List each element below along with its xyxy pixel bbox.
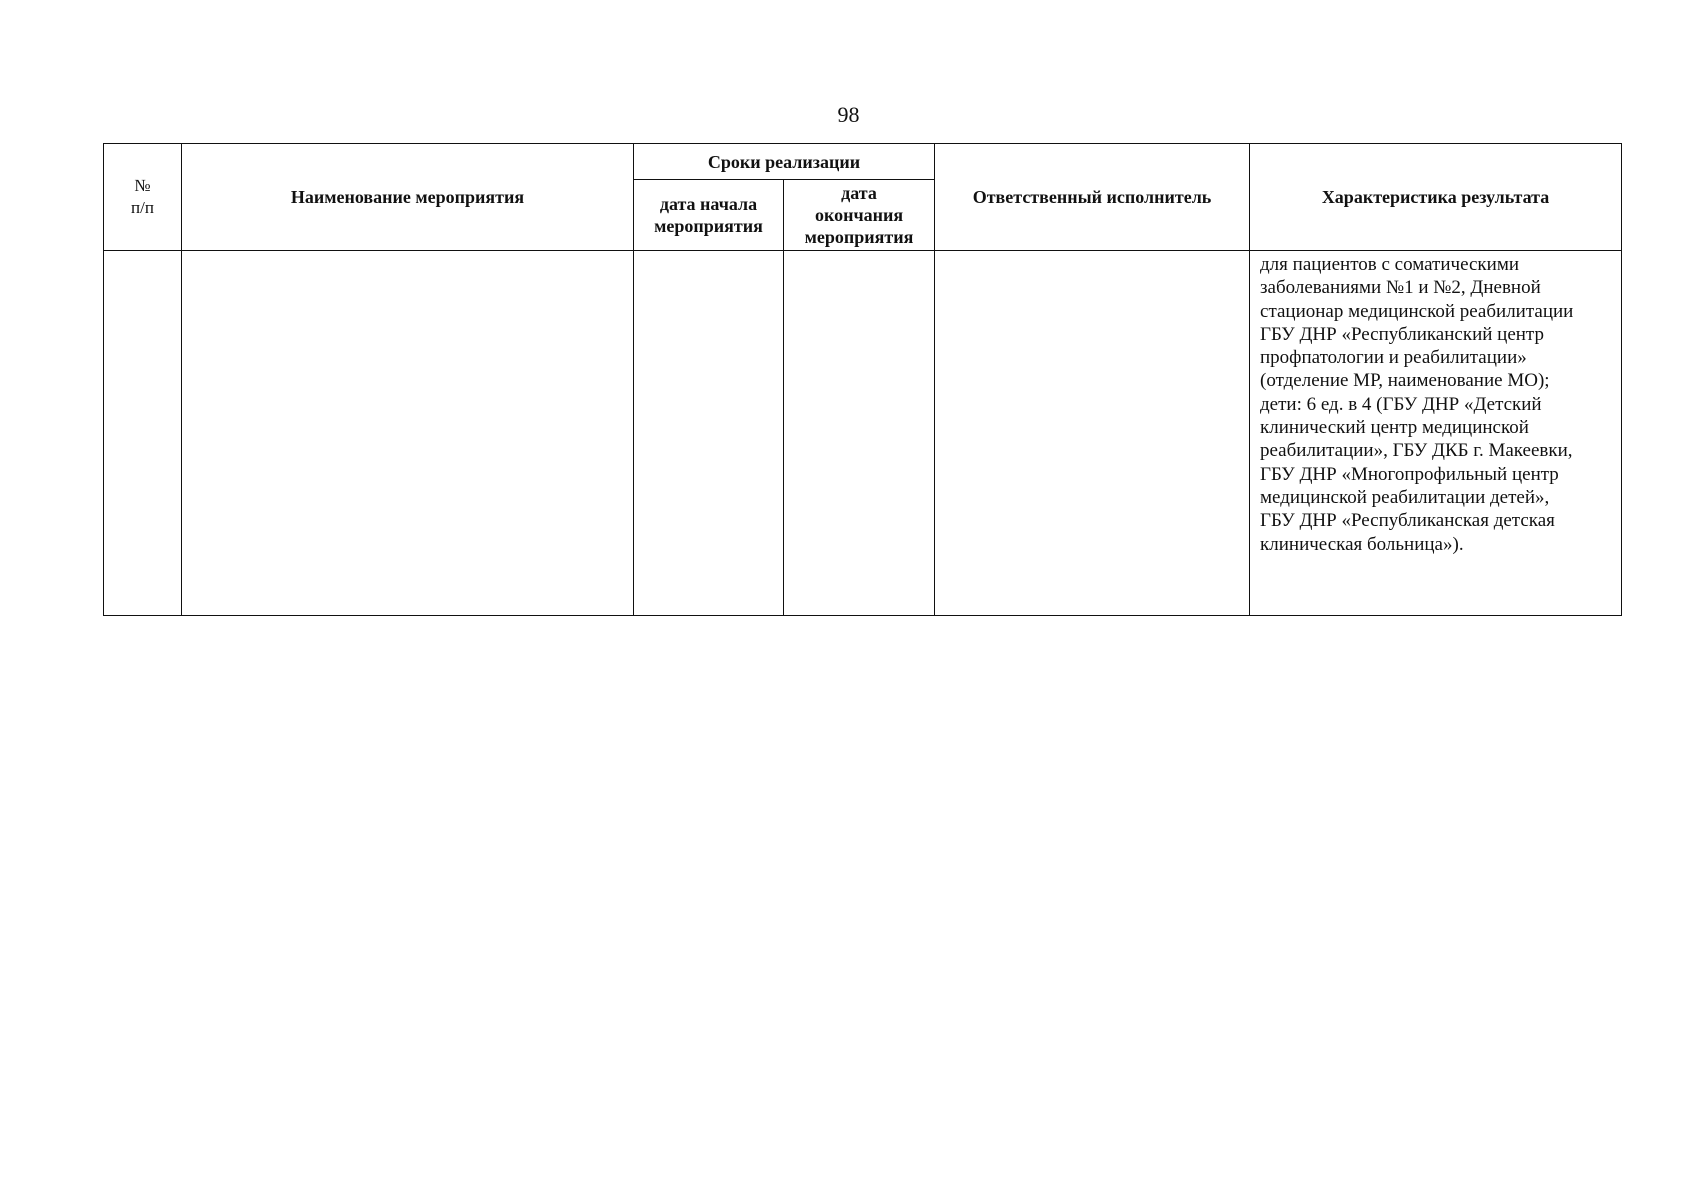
header-number (104, 144, 182, 251)
header-deadlines: Сроки реализации (634, 144, 935, 180)
page-number: 98 (837, 102, 860, 127)
header-number-abbr: п/п (131, 198, 154, 217)
result-text-line: профпатологии и реабилитации» (1260, 347, 1527, 369)
header-number-symbol: № (134, 176, 151, 195)
cell-executor (935, 251, 1250, 616)
header-start-date: дата начала мероприятия (634, 180, 784, 251)
header-event-name: Наименование мероприятия (182, 144, 634, 251)
result-text-line: реабилитации», ГБУ ДКБ г. Макеевки, (1260, 440, 1573, 462)
result-text-line: дети: 6 ед. в 4 (ГБУ ДНР «Детский (1260, 393, 1542, 415)
header-executor: Ответственный исполнитель (935, 144, 1250, 251)
cell-start-date (634, 251, 784, 616)
events-table (103, 143, 1622, 616)
result-text-line: заболеваниями №1 и №2, Дневной (1260, 277, 1541, 299)
result-text-line: (отделение МР, наименование МО); (1260, 370, 1550, 392)
header-end-date: дата окончания мероприятия (784, 180, 935, 251)
result-text-line: клиническая больница»). (1260, 533, 1464, 555)
cell-event-name (182, 251, 634, 616)
result-text-line: клинический центр медицинской (1260, 417, 1529, 439)
cell-number (104, 251, 182, 616)
result-text-line: ГБУ ДНР «Республиканская детская (1260, 510, 1555, 532)
header-result: Характеристика результата (1250, 144, 1622, 251)
table-header-row (104, 144, 1622, 180)
result-text-line: ГБУ ДНР «Республиканский центр (1260, 323, 1544, 345)
table-row (104, 251, 1622, 616)
cell-end-date (784, 251, 935, 616)
result-text-line: ГБУ ДНР «Многопрофильный центр (1260, 463, 1559, 485)
result-text-line: для пациентов с соматическими (1260, 254, 1520, 275)
result-text-line: медицинской реабилитации детей», (1260, 486, 1550, 508)
cell-result (1250, 251, 1622, 616)
result-text-line: стационар медицинской реабилитации (1260, 300, 1574, 322)
